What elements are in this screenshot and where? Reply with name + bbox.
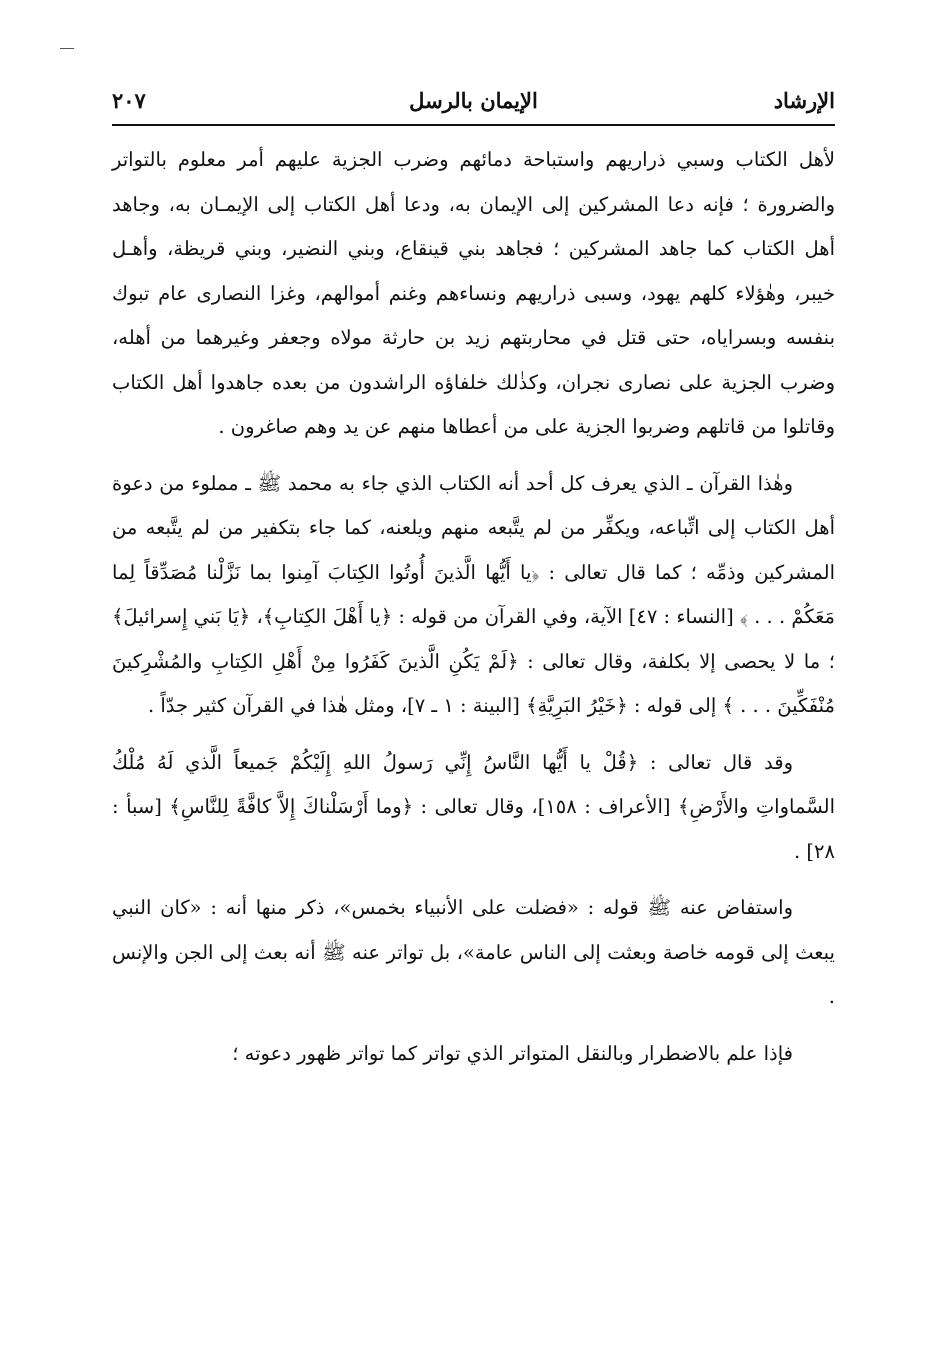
running-header — [112, 88, 835, 122]
paragraph: فإذا علم بالاضطرار وبالنقل المتواتر الذي تواتر كما تواتر ظهور دعوته ؛ — [232, 1041, 793, 1065]
page-number: ٢٠٧ — [112, 88, 146, 113]
scan-mark — [60, 48, 74, 49]
book-title: الإرشاد — [773, 88, 835, 113]
paragraph: وهٰذا القرآن ـ الذي يعرف كل أحد أنه الكتاب الذي جاء به محمد ﷺ ـ مملوء من دعوة أهل الكتاب إلى اتِّباعه، ويكفِّر من لم يتَّبعه منهم ويلعنه، كما جاء بتكفير من لم يتَّبعه من المشركين وذمِّه ؛ كما قال تعالى : ﴿يا أَيُّها الَّذينَ أُوتُوا الكِتابَ آمِنوا بما نَزَّلْنا مُصَدِّقاً لِما مَعَكُمْ . . . ﴾ [النساء : ٤٧] الآية، وفي القرآن من قوله : ﴿يا أَهْلَ الكِتابِ﴾، ﴿يَا بَني إِسرائيلَ﴾ ؛ ما لا يحصى إلا بكلفة، وقال تعالى : ﴿لَمْ يَكُنِ الَّذينَ كَفَرُوا مِنْ أَهْلِ الكِتابِ والمُشْرِكينَ مُنْفَكِّينَ . . . ﴾ إلى قوله : ﴿خَيْرُ البَرِيَّةِ﴾ [البينة : ١ ـ ٧]، ومثل هٰذا في القرآن كثير جدّاً . — [112, 471, 835, 717]
paragraph: وقد قال تعالى : ﴿قُلْ يا أَيُّها النَّاسُ إِنِّي رَسولُ اللهِ إِلَيْكُمْ جَميعاً الَّذي لَهُ مُلْكُ السَّماواتِ والأَرْضِ﴾ [الأعراف : ١٥٨]، وقال تعالى : ﴿وما أَرْسَلْناكَ إِلاَّ كافَّةً لِلنَّاسِ﴾ [سبأ : ٢٨] . — [112, 750, 835, 863]
body-text — [112, 138, 835, 1088]
paragraph: واستفاض عنه ﷺ قوله : «فضلت على الأنبياء بخمس»، ذكر منها أنه : «كان النبي يبعث إلى قومه خاصة وبعثت إلى الناس عامة»، بل تواتر عنه ﷺ أنه بعث إلى الجن والإنس . — [112, 896, 835, 1008]
paragraph: لأهل الكتاب وسبي ذراريهم واستباحة دمائهم وضرب الجزية عليهم أمر معلوم بالتواتر والضرورة ؛ فإنه دعا المشركين إلى الإيمان به، ودعا أهل الكتاب إلى الإيمـان به، وجاهد أهل الكتاب كما جاهد المشركين ؛ فجاهد بني قينقاع، وبني النضير، وبني قريظة، وأهـل خيبر، وهٰؤلاء كلهم يهود، وسبى ذراريهم ونساءهم وغنم أموالهم، وغزا النصارى عام تبوك بنفسه وبسراياه، حتى قتل في محاربتهم زيد بن حارثة مولاه وجعفر وغيرهما من أهله، وضرب الجزية على نصارى نجران، وكذٰلك خلفاؤه الراشدون من بعده جاهدوا أهل الكتاب وقاتلوا من قاتلهم وضربوا الجزية على من أعطاها منهم عن يد وهم صاغرون . — [112, 148, 836, 438]
chapter-title: الإيمان بالرسل — [409, 88, 538, 113]
header-rule — [112, 124, 835, 126]
